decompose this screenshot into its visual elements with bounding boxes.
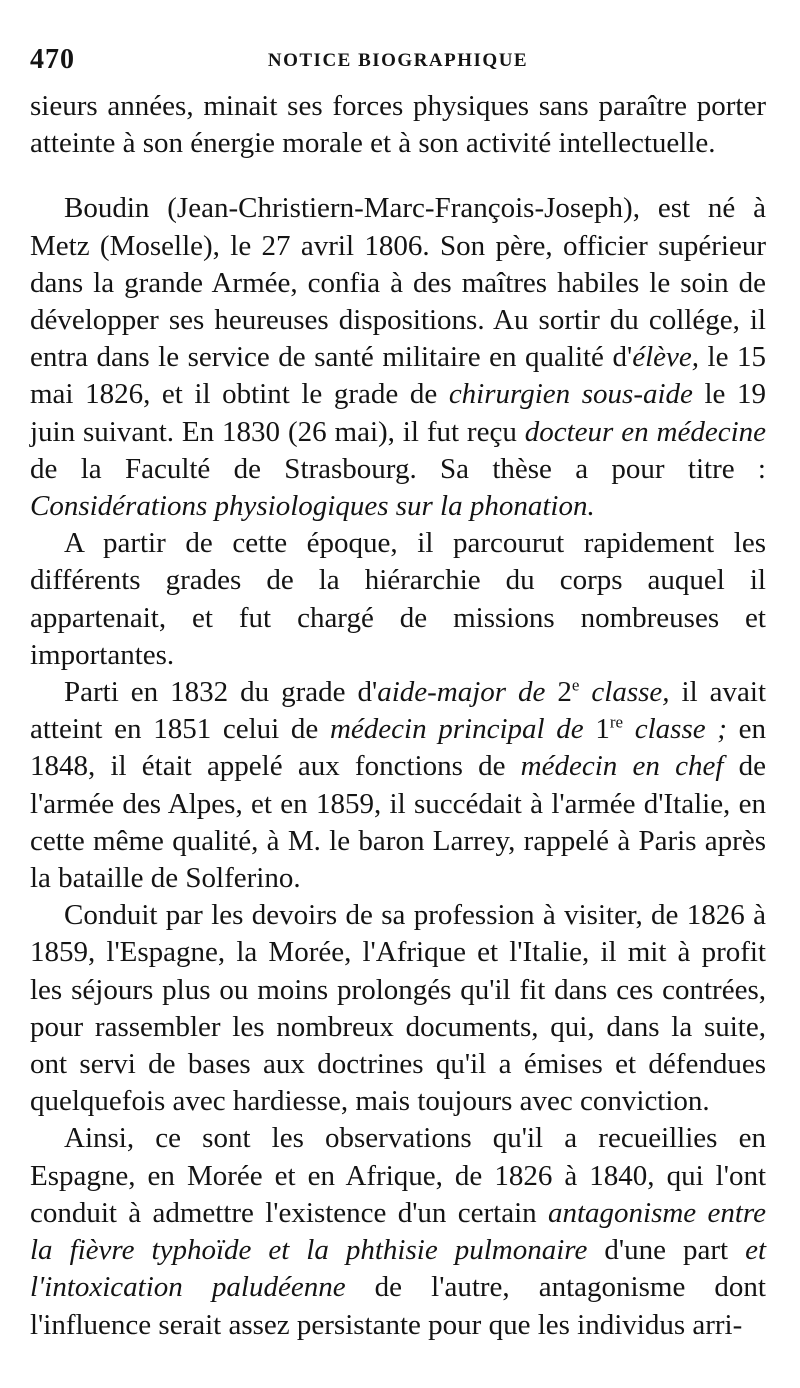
italic-text: aide-major de xyxy=(377,676,558,709)
page-number: 470 xyxy=(30,44,75,75)
text-run: il avait atteint en 1851 celui de xyxy=(30,676,766,746)
italic-text: classe ; xyxy=(623,713,727,746)
text-run: Conduit par les devoirs de sa profession à visiter, de 1826 à 1859, l'Espagne, la Morée, l'Afrique et l'Italie, il mit à profit les séjours plus ou moins prolongés qu'il fit dans ces contrées, pour rassembler les nombreux documents, qui, dans la suite, ont servi de bases aux doctrines qu'il a émises et défendues quelquefois avec hardiesse, mais toujours avec conviction. xyxy=(30,899,766,1118)
italic-text: docteur en médecine xyxy=(524,415,766,448)
page-header xyxy=(30,38,766,88)
text-run: sieurs années, minait ses forces physiques sans paraître porter atteinte à son énergie morale et à son activité intellectuelle. xyxy=(30,90,766,160)
text-run: d'une part xyxy=(587,1234,746,1267)
text-run: de la Faculté de Strasbourg. Sa thèse a pour titre : xyxy=(30,452,766,485)
text-run: de l'autre, antagonisme dont l'influence serait assez persistante pour que les individus arri- xyxy=(30,1271,766,1341)
running-title: NOTICE BIOGRAPHIQUE xyxy=(267,50,529,71)
italic-text: médecin en chef xyxy=(520,750,724,783)
text-run: le 19 juin suivant. En 1830 (26 mai), il fut reçu xyxy=(30,378,766,448)
italic-text: élève, xyxy=(632,341,699,374)
text-run: 1 xyxy=(595,713,610,746)
paragraph xyxy=(30,525,766,674)
italic-text: classe, xyxy=(579,676,670,709)
paragraph xyxy=(30,674,766,897)
paragraph xyxy=(30,190,766,525)
body-text xyxy=(30,88,766,1344)
paragraph xyxy=(30,897,766,1120)
paragraph xyxy=(30,1120,766,1343)
italic-text: antagonisme entre la fièvre typhoïde et la phthisie pulmonaire xyxy=(30,1196,766,1267)
superscript: re xyxy=(609,712,624,732)
italic-text: chirurgien sous-aide xyxy=(448,378,693,411)
text-run: Boudin (Jean-Christiern-Marc-François-Joseph), est né à Metz (Moselle), le 27 avril 1806. Son père, officier supérieur dans la grande Armée, confia à des maîtres habiles le soin de développer ses heureuses dispositions. Au sortir du collége, il entra dans le service de santé militaire en qualité d' xyxy=(30,192,766,374)
italic-text: Considérations physiologiques sur la phonation. xyxy=(30,490,595,523)
text-run: 2 xyxy=(557,676,572,709)
text-run: le 15 mai 1826, et il obtint le grade de xyxy=(30,341,766,411)
italic-text: et l'intoxication paludéenne xyxy=(30,1234,767,1304)
text-run: Ainsi, ce sont les observations qu'il a recueillies en Espagne, en Morée et en Afrique, de 1826 à 1840, qui l'ont conduit à admettre l'existence d'un certain xyxy=(30,1122,766,1229)
text-run: de l'armée des Alpes, et en 1859, il succédait à l'armée d'Italie, en cette même qualité, à M. le baron Larrey, rappelé à Paris après la bataille de Solferino. xyxy=(30,750,766,895)
italic-text: médecin principal de xyxy=(329,713,596,746)
text-run: A partir de cette époque, il parcourut rapidement les différents grades de la hiérarchie du corps auquel il appartenait, et fut chargé de missions nombreuses et importantes. xyxy=(30,527,766,671)
text-run: en 1848, il était appelé aux fonctions de xyxy=(30,713,766,783)
text-run: Parti en 1832 du grade d' xyxy=(64,676,378,709)
paragraph xyxy=(30,88,766,162)
superscript: e xyxy=(571,675,580,695)
